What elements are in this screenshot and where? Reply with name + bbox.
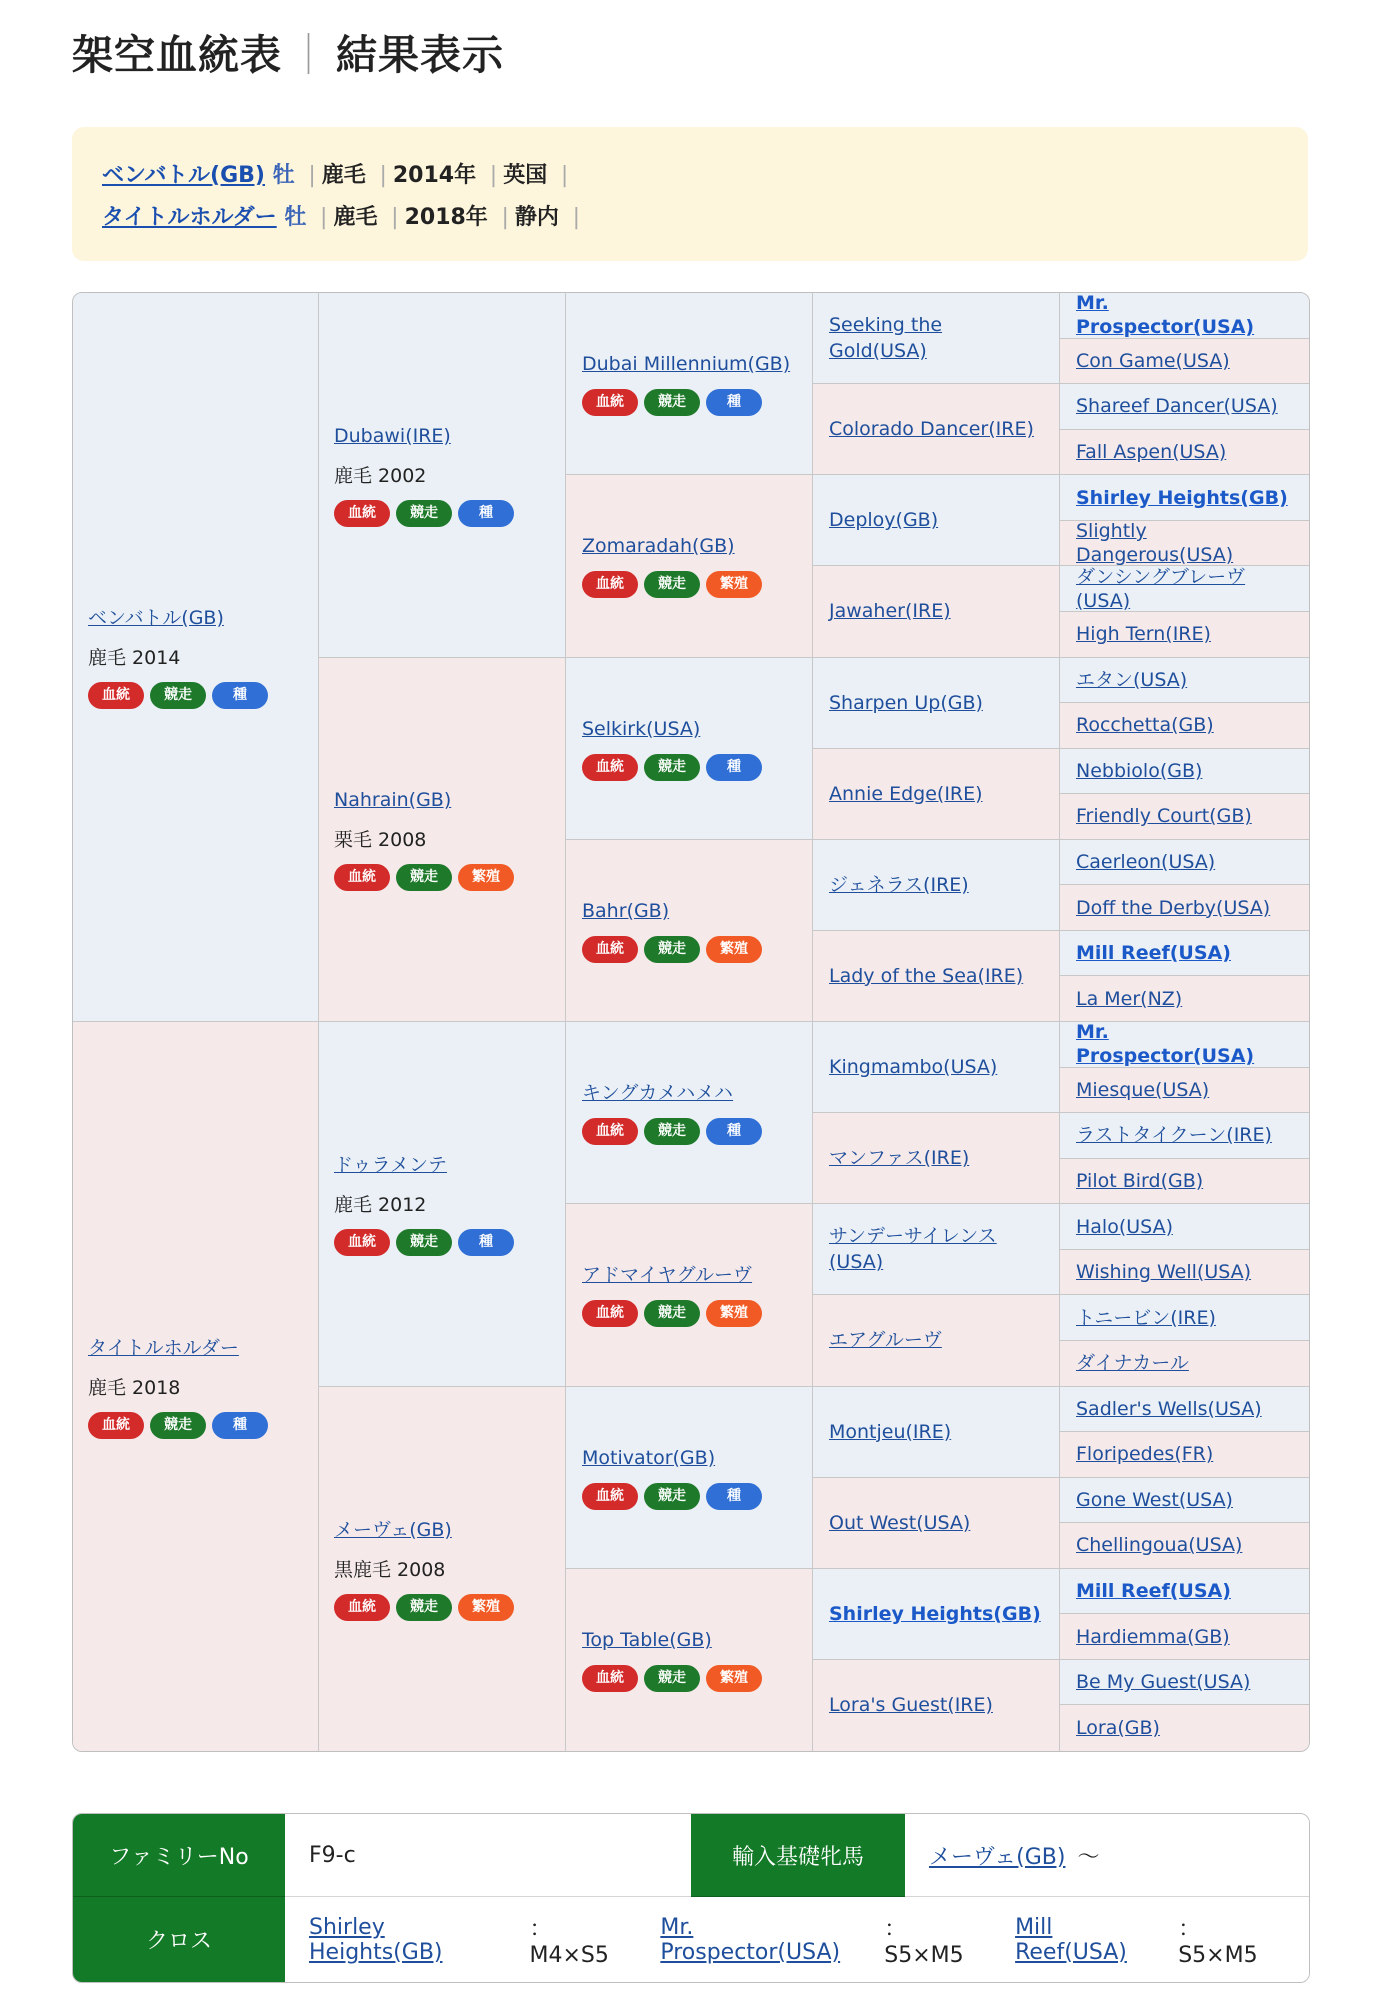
sire-badge[interactable]: 種	[706, 1483, 762, 1510]
pedigree-cell-gen4	[813, 931, 1060, 1022]
race-badge[interactable]: 競走	[396, 864, 452, 891]
horse-link[interactable]: メーヴェ(GB)	[334, 1518, 452, 1541]
pedigree-cell-gen5	[1060, 658, 1309, 704]
pedigree-badge[interactable]: 血統	[582, 1665, 638, 1692]
family-no-label: ファミリーNo	[73, 1814, 285, 1897]
pedigree-cell-gen5	[1060, 521, 1309, 567]
horse-info: 鹿毛 2002	[334, 464, 427, 487]
pedigree-badge[interactable]: 血統	[582, 1483, 638, 1510]
pedigree-badge[interactable]: 血統	[88, 682, 144, 709]
race-badge[interactable]: 競走	[644, 1300, 700, 1327]
cross-link[interactable]: Mill Reef(USA)	[1015, 1914, 1127, 1965]
pedigree-cell-gen5	[1060, 885, 1309, 931]
badge-group	[582, 1665, 796, 1692]
summary-year: 2014年	[392, 163, 477, 188]
pedigree-cell-gen5	[1060, 931, 1309, 977]
pedigree-cell-gen4	[813, 840, 1060, 931]
pedigree-cell-gen3	[566, 1569, 813, 1751]
import-mare-label: 輸入基礎牝馬	[691, 1814, 905, 1897]
summary-color: 鹿毛	[333, 205, 378, 230]
pedigree-badge[interactable]: 血統	[88, 1412, 144, 1439]
pedigree-cell-gen4	[813, 749, 1060, 840]
badge-group	[582, 571, 796, 598]
pedigree-cell-gen2	[319, 1387, 566, 1752]
horse-link[interactable]: Nahrain(GB)	[334, 789, 452, 812]
horse-link[interactable]: Shirley Heights(GB)	[829, 1602, 1041, 1625]
pedigree-badge[interactable]: 血統	[582, 754, 638, 781]
race-badge[interactable]: 競走	[396, 1594, 452, 1621]
race-badge[interactable]: 競走	[644, 1665, 700, 1692]
pedigree-cell-gen5	[1060, 703, 1309, 749]
import-mare-link[interactable]: メーヴェ(GB)	[929, 1844, 1066, 1870]
horse-link[interactable]: Selkirk(USA)	[582, 717, 701, 740]
horse-link[interactable]: トニービン(IRE)	[1076, 1306, 1216, 1329]
sire-badge[interactable]: 種	[458, 500, 514, 527]
horse-link[interactable]: Bahr(GB)	[582, 899, 670, 922]
horse-link[interactable]: Rocchetta(GB)	[1076, 714, 1214, 737]
summary-color: 鹿毛	[321, 163, 366, 188]
sire-badge[interactable]: 種	[212, 682, 268, 709]
pedigree-cell-gen4	[813, 1478, 1060, 1569]
horse-link[interactable]: ダイナカール	[1076, 1352, 1189, 1375]
pedigree-cell-gen5	[1060, 1250, 1309, 1296]
horse-info: 鹿毛 2012	[334, 1193, 427, 1216]
pedigree-cell-gen3	[566, 658, 813, 840]
race-badge[interactable]: 競走	[150, 682, 206, 709]
horse-link[interactable]: Wishing Well(USA)	[1076, 1261, 1252, 1284]
cross-mark: ：M4×S5	[529, 1916, 609, 1968]
pedigree-cell-gen5	[1060, 749, 1309, 795]
pedigree-cell-gen2	[319, 293, 566, 658]
race-badge[interactable]: 競走	[396, 1229, 452, 1256]
horse-link[interactable]: Annie Edge(IRE)	[829, 782, 983, 805]
horse-link[interactable]: エタン(USA)	[1076, 668, 1188, 691]
horse-link[interactable]: Deploy(GB)	[829, 509, 939, 532]
pedigree-cell-gen4	[813, 1387, 1060, 1478]
cross-label: クロス	[73, 1897, 285, 1982]
breeding-badge[interactable]: 繁殖	[706, 936, 762, 963]
cross-link[interactable]: Shirley Heights(GB)	[309, 1914, 443, 1965]
badge-group	[582, 754, 796, 781]
breeding-badge[interactable]: 繁殖	[706, 1300, 762, 1327]
breeding-badge[interactable]: 繁殖	[706, 571, 762, 598]
race-badge[interactable]: 競走	[644, 936, 700, 963]
pedigree-cell-gen5	[1060, 794, 1309, 840]
horse-link[interactable]: アドマイヤグルーヴ	[582, 1264, 753, 1287]
summary-origin: 静内	[514, 205, 559, 230]
race-badge[interactable]: 競走	[644, 389, 700, 416]
horse-info: 鹿毛 2018	[88, 1376, 181, 1399]
pedigree-cell-gen5	[1060, 1705, 1309, 1751]
pedigree-cell-gen5	[1060, 1432, 1309, 1478]
summary-horse-link[interactable]: ベンバトル(GB)	[102, 163, 265, 188]
horse-link[interactable]: Hardiemma(GB)	[1076, 1625, 1230, 1648]
cross-mark: ：S5×M5	[1178, 1916, 1258, 1968]
pedigree-cell-gen5	[1060, 1523, 1309, 1569]
horse-link[interactable]: Halo(USA)	[1076, 1215, 1173, 1238]
race-badge[interactable]: 競走	[150, 1412, 206, 1439]
pedigree-badge[interactable]: 血統	[334, 500, 390, 527]
horse-info: 黒鹿毛 2008	[334, 1558, 446, 1581]
horse-link[interactable]: ダンシングブレーヴ(USA)	[1076, 565, 1246, 612]
horse-link[interactable]: High Tern(IRE)	[1076, 623, 1211, 646]
horse-link[interactable]: ドゥラメンテ	[334, 1153, 447, 1176]
family-info-table	[72, 1813, 1310, 1983]
badge-group	[582, 389, 796, 416]
pedigree-cell-gen5	[1060, 840, 1309, 886]
pedigree-badge[interactable]: 血統	[582, 936, 638, 963]
horse-link[interactable]: Mill Reef(USA)	[1076, 942, 1231, 965]
horse-link[interactable]: Chellingoua(USA)	[1076, 1534, 1243, 1557]
horse-link[interactable]: Lora's Guest(IRE)	[829, 1694, 993, 1717]
horse-info: 栗毛 2008	[334, 829, 427, 852]
pedigree-cell-gen4	[813, 566, 1060, 657]
race-badge[interactable]: 競走	[644, 1483, 700, 1510]
horse-link[interactable]: Caerleon(USA)	[1076, 851, 1216, 874]
horse-link[interactable]: Lady of the Sea(IRE)	[829, 964, 1024, 987]
horse-link[interactable]: Pilot Bird(GB)	[1076, 1169, 1204, 1192]
horse-link[interactable]: Doff the Derby(USA)	[1076, 896, 1271, 919]
horse-link[interactable]: ラストタイクーン(IRE)	[1076, 1124, 1272, 1147]
pedigree-table	[72, 292, 1310, 1752]
pedigree-cell-gen4	[813, 1113, 1060, 1204]
summary-row-sire: ベンバトル(GB) 牡 | 鹿毛 | 2014年 | 英国 |	[102, 163, 569, 188]
race-badge[interactable]: 競走	[644, 754, 700, 781]
horse-link[interactable]: Sadler's Wells(USA)	[1076, 1397, 1262, 1420]
pedigree-badge[interactable]: 血統	[334, 1594, 390, 1621]
badge-group	[582, 1118, 796, 1145]
horse-link[interactable]: Dubawi(IRE)	[334, 424, 451, 447]
horse-link[interactable]: エアグルーヴ	[829, 1329, 942, 1352]
pedigree-cell-gen4	[813, 1204, 1060, 1295]
breeding-badge[interactable]: 繁殖	[458, 1594, 514, 1621]
cross-link[interactable]: Mr. Prospector(USA)	[660, 1914, 841, 1965]
pedigree-cell-gen4	[813, 293, 1060, 384]
pedigree-cell-gen5	[1060, 1295, 1309, 1341]
horse-link[interactable]: Friendly Court(GB)	[1076, 805, 1252, 828]
pedigree-cell-gen1	[73, 293, 319, 1022]
pedigree-cell-gen3	[566, 1387, 813, 1569]
horse-link[interactable]: ジェネラス(IRE)	[829, 873, 969, 896]
import-mare-value: メーヴェ(GB) 〜	[905, 1814, 1309, 1897]
summary-sex: 牡	[272, 163, 295, 188]
horse-link[interactable]: タイトルホルダー	[88, 1336, 239, 1359]
pedigree-cell-gen5	[1060, 430, 1309, 476]
family-no-value: F9-c	[285, 1814, 691, 1897]
badge-group	[334, 1229, 550, 1256]
horse-link[interactable]: ベンバトル(GB)	[88, 607, 224, 629]
pedigree-cell-gen5	[1060, 1341, 1309, 1387]
pedigree-cell-gen5	[1060, 384, 1309, 430]
pedigree-cell-gen4	[813, 658, 1060, 749]
pedigree-cell-gen5	[1060, 976, 1309, 1022]
pedigree-cell-gen1	[73, 1022, 319, 1751]
pedigree-cell-gen5	[1060, 293, 1309, 339]
horse-link[interactable]: Con Game(USA)	[1076, 349, 1230, 372]
race-badge[interactable]: 競走	[396, 500, 452, 527]
horse-link[interactable]: Miesque(USA)	[1076, 1078, 1210, 1101]
page-title: 架空血統表 ｜ 結果表示	[72, 31, 504, 79]
pedigree-cell-gen4	[813, 384, 1060, 475]
horse-link[interactable]: Montjeu(IRE)	[829, 1420, 952, 1443]
sire-badge[interactable]: 種	[706, 1118, 762, 1145]
horse-link[interactable]: マンファス(IRE)	[829, 1147, 970, 1170]
badge-group	[88, 682, 303, 709]
badge-group	[582, 1300, 796, 1327]
badge-group	[334, 500, 550, 527]
horse-link[interactable]: Dubai Millennium(GB)	[582, 353, 791, 376]
horse-link[interactable]: Motivator(GB)	[582, 1446, 716, 1469]
horse-link[interactable]: Fall Aspen(USA)	[1076, 440, 1227, 463]
sire-badge[interactable]: 種	[212, 1412, 268, 1439]
breeding-badge[interactable]: 繁殖	[458, 864, 514, 891]
summary-sex: 牡	[284, 205, 307, 230]
sire-badge[interactable]: 種	[706, 754, 762, 781]
pedigree-cell-gen4	[813, 475, 1060, 566]
horse-link[interactable]: La Mer(NZ)	[1076, 987, 1183, 1010]
pedigree-cell-gen5	[1060, 339, 1309, 385]
pedigree-cell-gen2	[319, 1022, 566, 1387]
horse-link[interactable]: Floripedes(FR)	[1076, 1443, 1214, 1466]
cross-mark: ：S5×M5	[884, 1916, 964, 1968]
pedigree-cell-gen5	[1060, 1022, 1309, 1068]
breeding-badge[interactable]: 繁殖	[706, 1665, 762, 1692]
pedigree-badge[interactable]: 血統	[334, 864, 390, 891]
horse-link[interactable]: Zomaradah(GB)	[582, 535, 735, 558]
pedigree-cell-gen5	[1060, 1113, 1309, 1159]
pedigree-badge[interactable]: 血統	[582, 1300, 638, 1327]
pedigree-cell-gen5	[1060, 1159, 1309, 1205]
pedigree-cell-gen5	[1060, 1569, 1309, 1615]
badge-group	[88, 1412, 303, 1439]
horse-link[interactable]: Mr. Prospector(USA)	[1076, 1021, 1255, 1068]
pedigree-cell-gen4	[813, 1569, 1060, 1660]
sire-badge[interactable]: 種	[458, 1229, 514, 1256]
pedigree-badge[interactable]: 血統	[582, 1118, 638, 1145]
pedigree-cell-gen2	[319, 658, 566, 1023]
horse-link[interactable]: Jawaher(IRE)	[829, 600, 951, 623]
pedigree-cell-gen3	[566, 293, 813, 475]
summary-year: 2018年	[404, 205, 488, 230]
pedigree-cell-gen5	[1060, 566, 1309, 612]
pedigree-cell-gen3	[566, 475, 813, 657]
horse-link[interactable]: Shareef Dancer(USA)	[1076, 395, 1278, 418]
race-badge[interactable]: 競走	[644, 571, 700, 598]
pedigree-badge[interactable]: 血統	[582, 389, 638, 416]
horse-link[interactable]: Top Table(GB)	[582, 1629, 712, 1652]
horse-summary	[72, 127, 1308, 261]
pedigree-cell-gen3	[566, 1204, 813, 1386]
pedigree-cell-gen5	[1060, 1387, 1309, 1433]
badge-group	[582, 936, 796, 963]
pedigree-cell-gen5	[1060, 1068, 1309, 1114]
horse-link[interactable]: Colorado Dancer(IRE)	[829, 418, 1034, 441]
pedigree-cell-gen5	[1060, 612, 1309, 658]
horse-link[interactable]: サンデーサイレンス(USA)	[829, 1225, 997, 1274]
horse-link[interactable]: Shirley Heights(GB)	[1076, 486, 1288, 509]
horse-link[interactable]: Kingmambo(USA)	[829, 1056, 998, 1079]
horse-link[interactable]: Out West(USA)	[829, 1511, 971, 1534]
pedigree-cell-gen5	[1060, 1478, 1309, 1524]
summary-horse-link[interactable]: タイトルホルダー	[102, 205, 277, 230]
sire-badge[interactable]: 種	[706, 389, 762, 416]
pedigree-cell-gen4	[813, 1295, 1060, 1386]
pedigree-cell-gen5	[1060, 1204, 1309, 1250]
pedigree-cell-gen3	[566, 840, 813, 1022]
horse-link[interactable]: Mill Reef(USA)	[1076, 1580, 1231, 1603]
pedigree-badge[interactable]: 血統	[334, 1229, 390, 1256]
badge-group	[334, 864, 550, 891]
horse-link[interactable]: Seeking the Gold(USA)	[829, 314, 943, 363]
horse-link[interactable]: キングカメハメハ	[582, 1082, 734, 1105]
badge-group	[582, 1483, 796, 1510]
horse-link[interactable]: Gone West(USA)	[1076, 1488, 1233, 1511]
summary-origin: 英国	[503, 163, 548, 188]
horse-link[interactable]: Mr. Prospector(USA)	[1076, 292, 1255, 339]
horse-info: 鹿毛 2014	[88, 647, 181, 669]
horse-link[interactable]: Lora(GB)	[1076, 1717, 1160, 1740]
horse-link[interactable]: Be My Guest(USA)	[1076, 1671, 1251, 1694]
badge-group	[334, 1594, 550, 1621]
pedigree-cell-gen5	[1060, 475, 1309, 521]
pedigree-cell-gen5	[1060, 1614, 1309, 1660]
summary-row-dam: タイトルホルダー 牡 | 鹿毛 | 2018年 | 静内 |	[102, 205, 581, 230]
pedigree-badge[interactable]: 血統	[582, 571, 638, 598]
horse-link[interactable]: Slightly Dangerous(USA)	[1076, 520, 1234, 567]
pedigree-cell-gen5	[1060, 1660, 1309, 1706]
pedigree-cell-gen4	[813, 1022, 1060, 1113]
cross-values	[285, 1897, 1309, 1982]
pedigree-cell-gen4	[813, 1660, 1060, 1751]
horse-link[interactable]: Nebbiolo(GB)	[1076, 759, 1203, 782]
race-badge[interactable]: 競走	[644, 1118, 700, 1145]
pedigree-cell-gen3	[566, 1022, 813, 1204]
horse-link[interactable]: Sharpen Up(GB)	[829, 691, 983, 714]
